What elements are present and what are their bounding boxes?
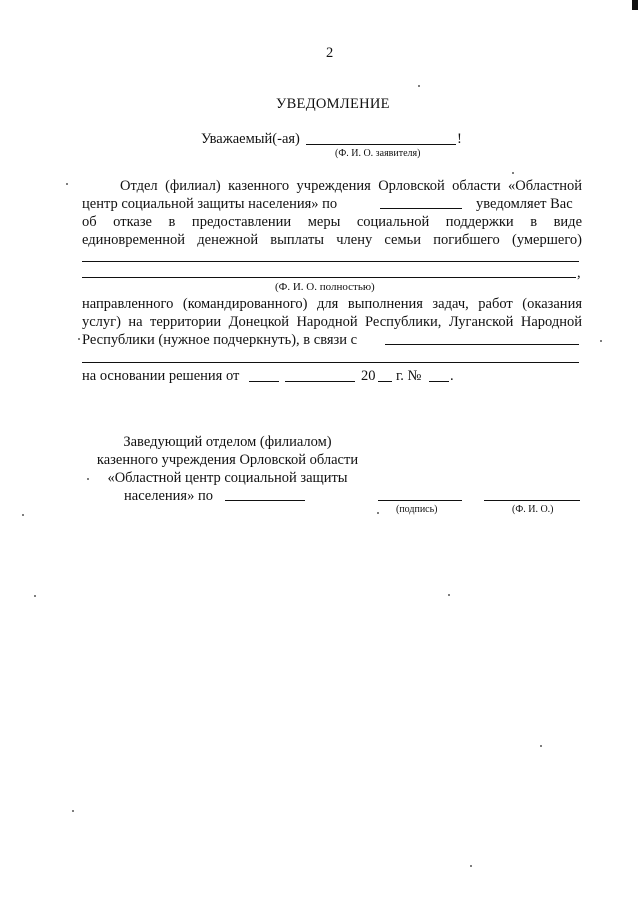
reason-line-1[interactable] xyxy=(385,344,579,345)
signature-line-4: населения» по xyxy=(124,488,213,504)
document-title: УВЕДОМЛЕНИЕ xyxy=(276,96,390,112)
applicant-name-caption: (Ф. И. О. заявителя) xyxy=(335,148,421,159)
decision-month-line[interactable] xyxy=(285,381,355,382)
scan-speck xyxy=(540,745,542,747)
body-line-4: единовременной денежной выплаты члену семьи погибшего (умершего) xyxy=(82,232,582,248)
deceased-name-line-2[interactable] xyxy=(82,277,576,278)
scan-speck xyxy=(72,810,74,812)
scan-speck xyxy=(448,594,450,596)
scan-speck xyxy=(22,514,24,516)
signature-line-3: «Областной центр социальной защиты xyxy=(107,470,348,486)
scan-corner-mark xyxy=(632,0,638,10)
scan-speck xyxy=(66,183,68,185)
signature-fio-line[interactable] xyxy=(484,500,580,501)
body-line-1: Отдел (филиал) казенного учреждения Орловской области «Областной xyxy=(120,178,582,194)
body-line-2-start: центр социальной защиты населения» по xyxy=(82,196,338,212)
signature-line-1: Заведующий отделом (филиалом) xyxy=(123,434,332,450)
body-line-7: Республики (нужное подчеркнуть), в связи с xyxy=(82,332,358,348)
reason-line-2[interactable] xyxy=(82,362,579,363)
decision-number-line[interactable] xyxy=(429,381,449,382)
scan-speck xyxy=(87,478,89,480)
scan-speck xyxy=(512,172,514,174)
signature-sign-line[interactable] xyxy=(378,500,462,501)
deceased-name-caption: (Ф. И. О. полностью) xyxy=(275,281,375,293)
deceased-name-line-1[interactable] xyxy=(82,261,579,262)
decision-day-line[interactable] xyxy=(249,381,279,382)
signature-department-line[interactable] xyxy=(225,500,305,501)
signature-fio-caption: (Ф. И. О.) xyxy=(512,504,554,515)
scan-speck xyxy=(470,865,472,867)
body-line-2-end: уведомляет Вас xyxy=(476,196,573,212)
decision-year-prefix: 20 xyxy=(361,368,376,384)
body-line-3: об отказе в предоставлении меры социальной поддержки в виде xyxy=(82,214,582,230)
scan-speck xyxy=(377,512,379,514)
scan-speck xyxy=(78,338,80,340)
page-number: 2 xyxy=(326,45,334,61)
greeting-prefix: Уважаемый(-ая) xyxy=(201,131,300,147)
scan-speck xyxy=(418,85,420,87)
decision-year-line[interactable] xyxy=(378,381,392,382)
scan-speck xyxy=(34,595,36,597)
signature-line-2: казенного учреждения Орловской области xyxy=(96,452,359,468)
decision-prefix: на основании решения от xyxy=(82,368,240,384)
signature-sign-caption: (подпись) xyxy=(396,504,438,515)
department-line[interactable] xyxy=(380,208,462,209)
decision-end: . xyxy=(450,368,454,384)
applicant-name-line[interactable] xyxy=(306,144,456,145)
scan-speck xyxy=(600,340,602,342)
body-line-5: направленного (командированного) для выполнения задач, работ (оказания xyxy=(82,296,582,312)
greeting-exclamation: ! xyxy=(457,131,462,147)
body-line-6: услуг) на территории Донецкой Народной Республики, Луганской Народной xyxy=(82,314,582,330)
decision-year-suffix: г. № xyxy=(396,368,422,384)
body-comma: , xyxy=(577,265,581,281)
